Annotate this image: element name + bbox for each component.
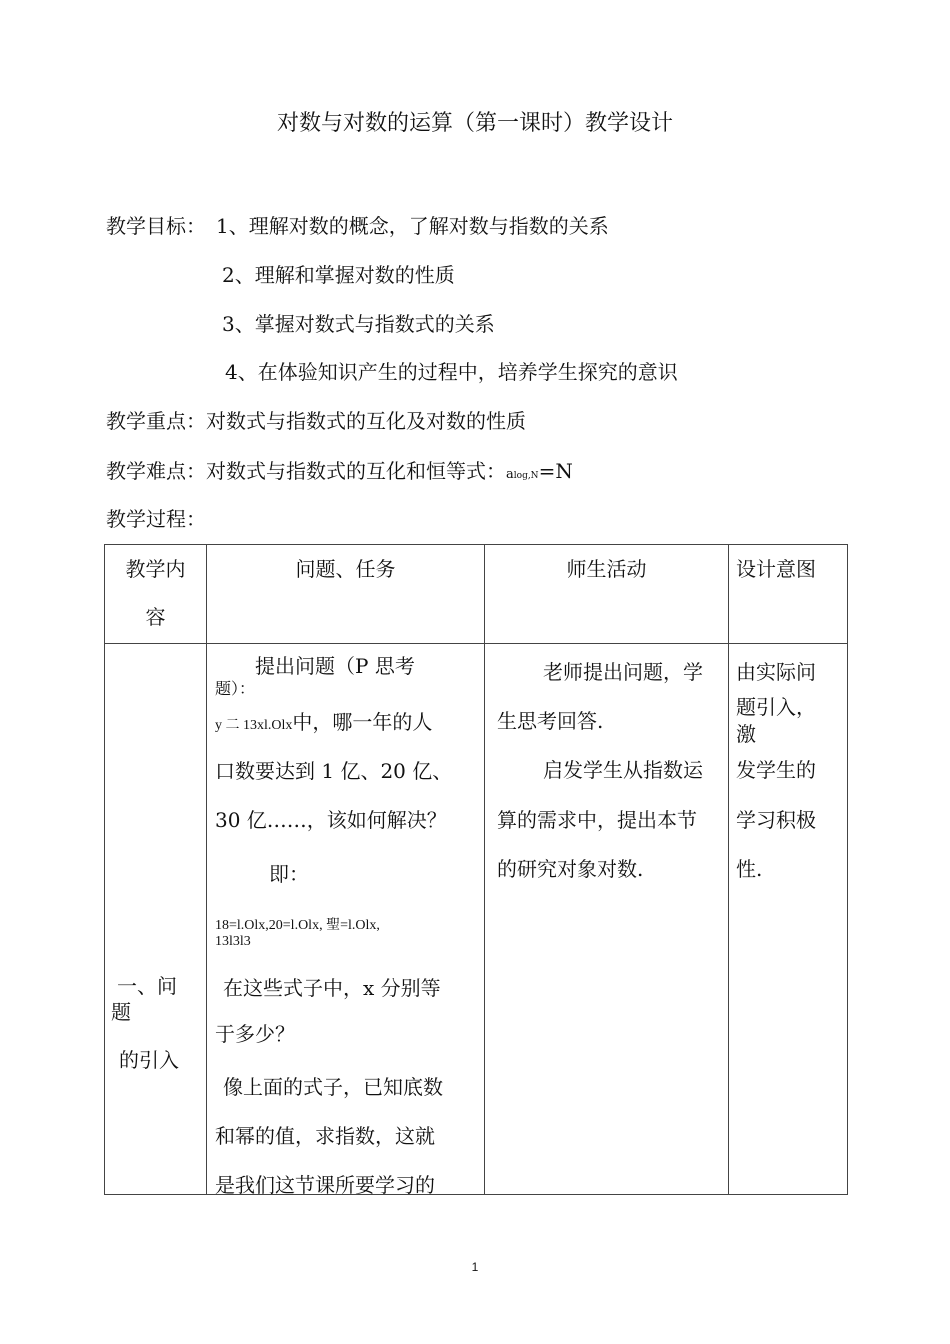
task-line: 像上面的式子，已知底数: [223, 1075, 443, 1099]
difficulty: [106, 455, 573, 484]
header-content-line: 容: [145, 605, 166, 629]
intent-line: 性.: [736, 857, 763, 881]
header-content: [105, 545, 207, 644]
task-formula: y 二 13xl.Olx: [215, 718, 293, 733]
task-line: 在这些式子中，x 分别等: [223, 976, 441, 1000]
task-line: 30 亿……，该如何解决？: [215, 808, 447, 832]
task-line: 题）：: [215, 679, 256, 698]
formula-base: a: [506, 467, 514, 482]
key-point: 教学重点：对数式与指数式的互化及对数的性质: [106, 409, 526, 433]
difficulty-text: 教学难点：对数式与指数式的互化和恒等式：: [106, 459, 506, 483]
table-row: [105, 644, 848, 1195]
row-task-cell: [207, 644, 485, 1195]
task-line: 是我们这节课所要学习的: [215, 1173, 435, 1197]
header-intent: [729, 545, 848, 644]
row-content-line: 题: [111, 1000, 131, 1024]
table-header-row: [105, 545, 848, 644]
intent-line: 题引入，: [736, 695, 816, 719]
task-equation: 13l3l3: [215, 934, 251, 949]
header-activity: [485, 545, 729, 644]
row-content-line: 一、问: [117, 974, 177, 998]
intent-line: 发学生的: [736, 758, 816, 782]
objective-item: 2、理解和掌握对数的性质: [222, 263, 455, 287]
objective-item: 1、理解对数的概念，了解对数与指数的关系: [216, 214, 609, 238]
row-intent-cell: [729, 644, 848, 1195]
row-content-cell: [105, 644, 207, 1195]
task-line: 提出问题（P 思考: [255, 654, 415, 678]
activity-line: 生思考回答.: [497, 709, 604, 733]
objective-item: 3、掌握对数式与指数式的关系: [222, 312, 495, 336]
task-equation: 18=l.Olx,20=l.Olx, 聖=l.Olx,: [215, 918, 380, 933]
header-intent-label: 设计意图: [736, 557, 816, 581]
task-line: 口数要达到 1 亿、20 亿、: [215, 759, 453, 783]
task-text: 中，哪一年的人: [292, 710, 433, 734]
formula-sub: log,N: [513, 471, 539, 481]
row-activity-cell: [485, 644, 729, 1195]
task-line: 即：: [269, 862, 309, 886]
header-task-label: 问题、任务: [295, 557, 396, 581]
objectives-label: 教学目标：: [106, 214, 206, 238]
activity-line: 的研究对象对数.: [497, 857, 644, 881]
page-number: 1: [471, 1260, 479, 1274]
formula-rest: =N: [538, 459, 573, 483]
task-line: [215, 706, 432, 735]
objective-item: 4、在体验知识产生的过程中，培养学生探究的意识: [225, 360, 678, 384]
header-content-line: 教学内: [125, 557, 186, 581]
activity-line: 老师提出问题，学: [543, 660, 703, 684]
activity-line: 启发学生从指数运: [543, 758, 703, 782]
process-label: 教学过程：: [106, 507, 206, 531]
lesson-table: [104, 544, 848, 1195]
header-activity-label: 师生活动: [566, 557, 647, 581]
document-title: 对数与对数的运算（第一课时）教学设计: [276, 111, 673, 136]
intent-line: 激: [736, 722, 756, 746]
header-task: [207, 545, 485, 644]
activity-line: 算的需求中，提出本节: [497, 808, 697, 832]
row-content-line: 的引入: [119, 1048, 179, 1072]
intent-line: 由实际问: [736, 660, 816, 684]
task-line: 于多少？: [215, 1022, 295, 1046]
task-line: 和幂的值，求指数，这就: [215, 1124, 435, 1148]
intent-line: 学习积极: [736, 808, 816, 832]
